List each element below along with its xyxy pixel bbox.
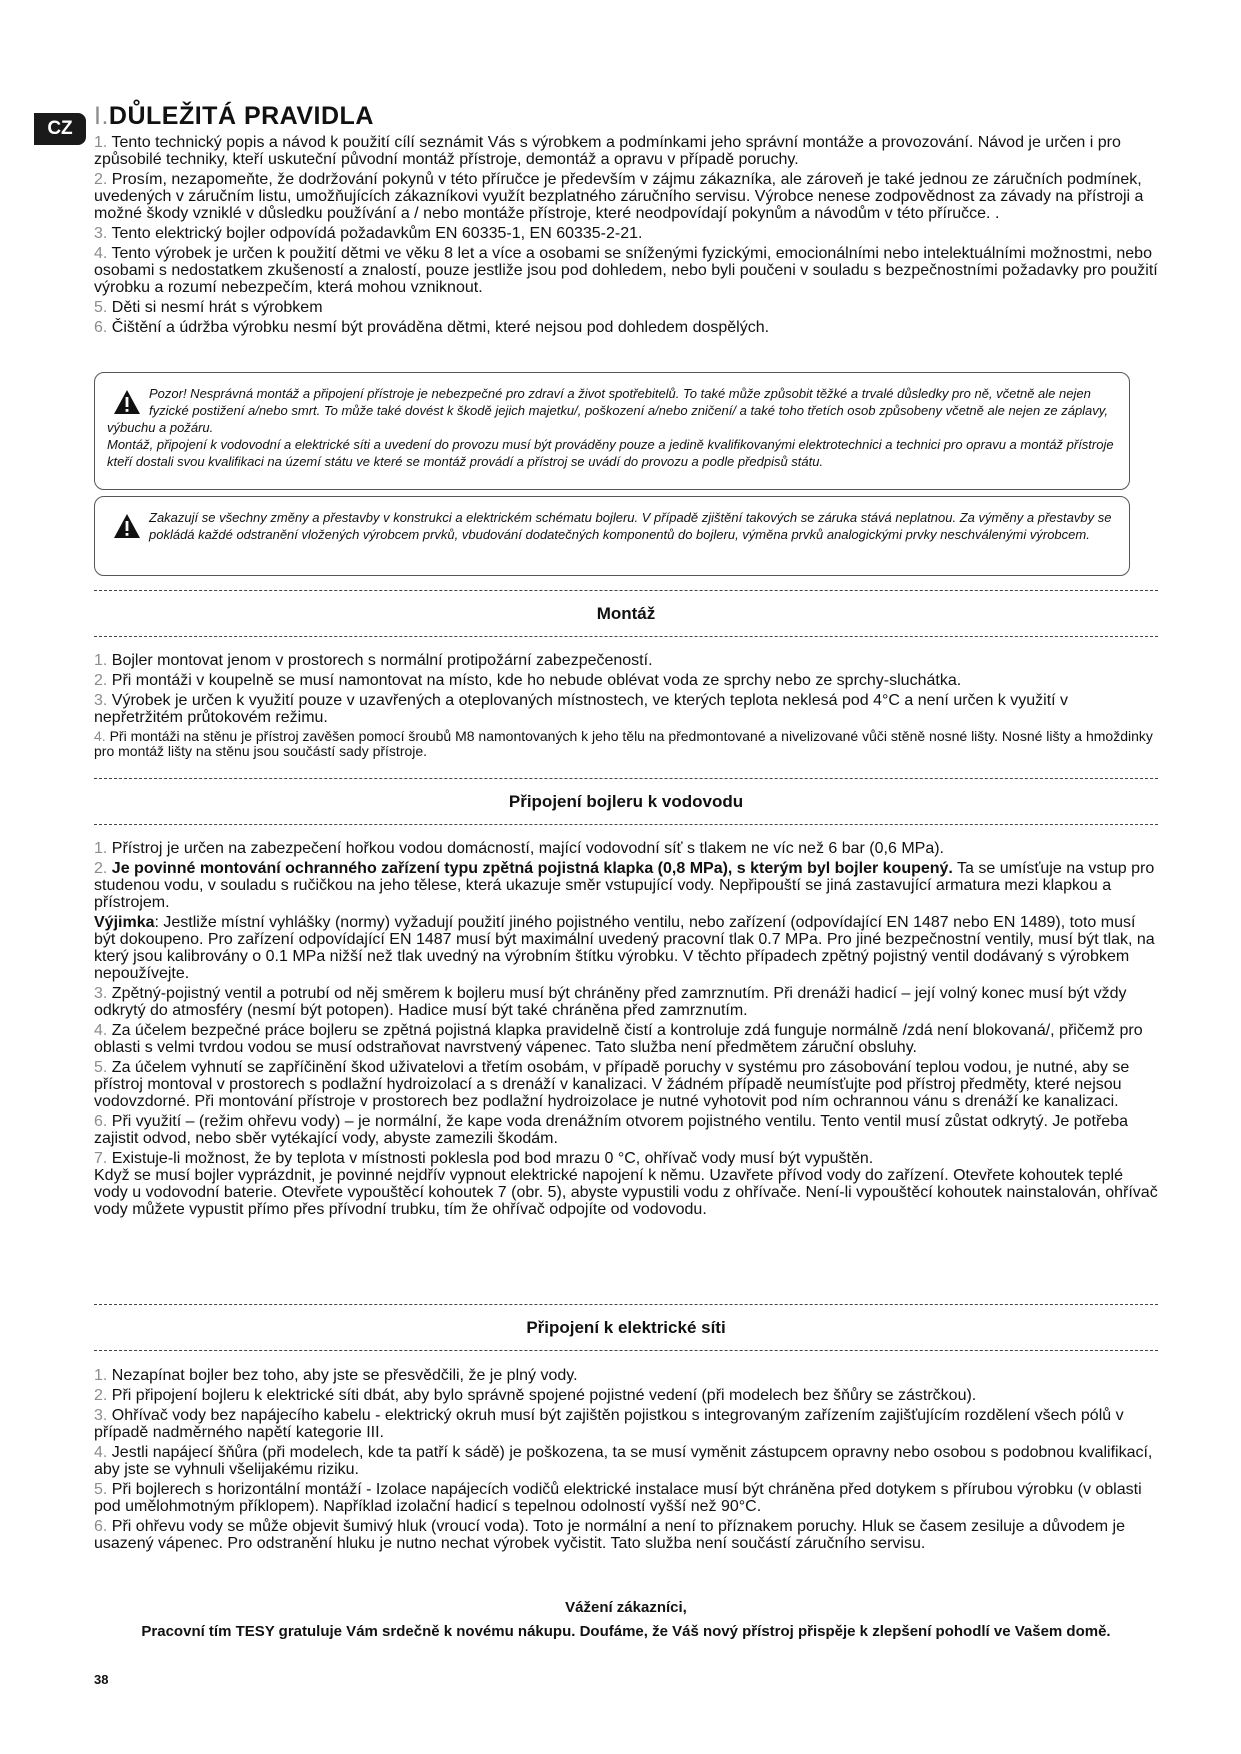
list-item: 2. Je povinné montování ochranného zařízení typu zpětná pojistná klapka (0,8 MPa), s kterým byl bojler koupený. Ta se umísťuje na vstup pro studenou vodu, v souladu s ručičkou na jeho tělese, která ukazuje směr vstupující vody. Nepřipouští se jiná zastavující armatura mezi klapkou a přístrojem. bbox=[94, 860, 1155, 911]
section-title-montaz: Montáž bbox=[596, 604, 656, 623]
divider bbox=[94, 824, 1158, 825]
list-item: 3. Výrobek je určen k využití pouze v uzavřených a oteplovaných místnostech, ve kterých teplota neklesá pod 4°C a není určen k využití v nepřetržitém průtokovém režimu. bbox=[94, 692, 1069, 726]
list-item: 5. Za účelem vyhnutí se zapříčinění škod uživatelovi a třetím osobám, v případě poruchy v systému pro zásobování teplou vodou, je nutné, aby se přístroj montoval v prostorech s podlažní hydroizolací a s drenáží v kanalizaci. V žádném případě neumísťujte pod přístroj předměty, které nejsou vodovzdorné. Při montování přístroje v prostorech bez podlažní hydroizolace je nutné vyhotovit pod ním ochrannou vánu s drenáží ke kanalizaci. bbox=[94, 1059, 1130, 1110]
exception-note: Výjimka: Jestliže místní vyhlášky (normy) vyžadují použití jiného pojistného ventilu, nebo zařízení (odpovídající EN 1487 nebo EN 1489), toto musí být dokoupeno. Pro zařízení odpovídající EN 1487 musí být maximální uvedený pracovní tlak 0.7 MPa. Pro jiné bezpečnostní ventily, musí být tlak, na který jsou kalibrovány o 0.1 MPa nižší než tlak uvedný na výrobním štítku výrobku. V těchto případech zpětný pojistný ventil dodávaný s výrobkem nepoužívejte. bbox=[94, 914, 1155, 982]
language-badge: CZ bbox=[34, 113, 86, 145]
list-item: 6. Při využití – (režim ohřevu vody) – je normální, že kape voda drenážním otvorem pojistného ventilu. Tento ventil musí zůstat odkrytý. Je potřeba zajistit odvod, nebo sběr vytékající vody, abyste zamezili škodám. bbox=[94, 1113, 1128, 1147]
divider bbox=[94, 590, 1158, 591]
list-item: 1. Bojler montovat jenom v prostorech s normální protipožární zabezpečeností. bbox=[94, 652, 653, 669]
title-number: I. bbox=[94, 102, 109, 130]
list-item: 3. Zpětný-pojistný ventil a potrubí od něj směrem k bojleru musí být chráněny před zamrznutím. Při drenáži hadicí – její volný konec musí být vždy odkrytý do atmosféry (nesmí být potopen). Hadice musí být také chráněna před zamrznutím. bbox=[94, 985, 1127, 1019]
warning-box-installation bbox=[94, 372, 1130, 490]
drain-instructions: Když se musí bojler vyprázdnit, je povinné nejdřív vypnout elektrické napojení k němu. Uzavřete přívod vody do zařízení. Otevřete kohoutek teplé vody u vodovodní baterie. Otevřete vypouštěcí kohoutek 7 (obr. 5), abyste vypustili vodu z ohřívače. Není-li vypouštěcí kohoutek nainstalován, ohřívač vody můžete vypustit přímo přes přívodní trubku, tím že ohřívač odpojíte od vodovodu. bbox=[94, 1167, 1158, 1218]
rule-item: 2. Prosím, nezapomeňte, že dodržování pokynů v této příručce je především v zájmu zákazníka, ale zároveň je také jednou ze záručních podmínek, uvedených v záručním listu, umožňujících zákazníkovi využít bezplatného záručního servisu. Výrobce nenese zodpovědnost za závady na přístroji a možné škody vzniklé v důsledku používání a / nebo montáže přístroje, které neodpovídají pokynům a návodům v této příručce. . bbox=[94, 171, 1144, 222]
list-item: 4. Za účelem bezpečné práce bojleru se zpětná pojistná klapka pravidelně čistí a kontroluje zdá funguje normálně /zdá není blokovaná/, přičemž pro oblasti s velmi tvrdou vodou se musí odstraňovat navrstvený vápenec. Tato služba není předmětem záruční obsluhy. bbox=[94, 1022, 1143, 1056]
list-item: 2. Při montáži v koupelně se musí namontovat na místo, kde ho nebude oblévat voda ze sprchy nebo ze sprchy-sluchátka. bbox=[94, 672, 962, 689]
footer-greeting: Vážení zákazníci, bbox=[565, 1599, 687, 1616]
rule-item: 3. Tento elektrický bojler odpovídá požadavkům EN 60335-1, EN 60335-2-21. bbox=[94, 225, 643, 242]
rule-item: 1. Tento technický popis a návod k použití cílí seznámit Vás s výrobkem a podmínkami jeho správní montáže a provozování. Návod je určen i pro způsobilé techniky, kteří uskuteční původní montáž přístroje, demontáž a opravu v případě poruchy. bbox=[94, 134, 1121, 168]
warning-text: Pozor! Nesprávná montáž a připojení přístroje je nebezpečné pro zdraví a život spotřebitelů. To také může způsobit těžké a trvalé důsledky pro ně, včetně ale nejen fyzické postižení a/nebo smrt. To může také dovést k škodě jejich majetku/, poškození a/nebo zničení/ a také toho třetích osob způsobeny včetně ale nejen ze záplavy, výbuchu a požáru. bbox=[107, 386, 1108, 435]
rule-item: 6. Čištění a údržba výrobku nesmí být prováděna dětmi, které nejsou pod dohledem dospělých. bbox=[94, 319, 770, 336]
list-item: 2. Při připojení bojleru k elektrické síti dbát, aby bylo správně spojené pojistné vedení (při modelech bez šňůry se zástrčkou). bbox=[94, 1387, 977, 1404]
list-item: 4. Jestli napájecí šňůra (při modelech, kde ta patří k sádě) je poškozena, ta se musí vyměnit zástupcem opravny nebo osobou s podobnou kvalifikací, aby jste se vyhnuli všelijakému riziku. bbox=[94, 1444, 1153, 1478]
divider bbox=[94, 1350, 1158, 1351]
section-title-elektrika: Připojení k elektrické síti bbox=[526, 1318, 726, 1337]
list-item: 3. Ohřívač vody bez napájecího kabelu - elektrický okruh musí být zajištěn pojistkou s integrovaným zařízením zajišťujícím rozdělení všech pólů v případě nadměrného napětí kategorie III. bbox=[94, 1407, 1124, 1441]
list-item: 1. Nezapínat bojler bez toho, aby jste se přesvědčili, že je plný vody. bbox=[94, 1367, 578, 1384]
divider bbox=[94, 1304, 1158, 1305]
list-item: 1. Přístroj je určen na zabezpečení hořkou vodou domácností, mající vodovodní síť s tlakem ne víc než 6 bar (0,6 MPa). bbox=[94, 840, 944, 857]
list-item: 7. Existuje-li možnost, že by teplota v místnosti poklesla pod bod mrazu 0 °C, ohřívač vody musí být vypuštěn. bbox=[94, 1150, 874, 1167]
list-item: 6. Při ohřevu vody se může objevit šumivý hluk (vroucí voda). Toto je normální a není to příznakem poruchy. Hluk se časem zesiluje a důvodem je usazený vápenec. Pro odstranění hluku je nutno nechat výrobek vyčistit. Tato služba není součástí záručního servisu. bbox=[94, 1518, 1126, 1552]
rule-item: 4. Tento výrobek je určen k použití dětmi ve věku 8 let a více a osobami se sníženými fyzickými, emocionálními nebo intelektuálními možnostmi, nebo osobami s nedostatkem zkušeností a znalostí, pouze jestliže jsou pod dohledem, nebo byli poučeni v souladu s bezpečnostními požadavky pro použití výrobku a rozumí nebezpečím, která mohou vzniknout. bbox=[94, 245, 1158, 296]
section-title-voda: Připojení bojleru k vodovodu bbox=[508, 792, 744, 811]
voda-list bbox=[94, 840, 1158, 1221]
divider bbox=[94, 778, 1158, 779]
list-item: 5. Při bojlerech s horizontální montáží - Izolace napájecích vodičů elektrické instalace musí být chráněna před dotykem s přírubou výrobku (v oblasti pod umělohmotným příklopem). Například izolační hadicí s tepelnou odolností vyšší než 90°C. bbox=[94, 1481, 1142, 1515]
page-title bbox=[94, 102, 374, 131]
divider bbox=[94, 636, 1158, 637]
page-number: 38 bbox=[94, 1672, 109, 1687]
footer-message: Pracovní tím TESY gratuluje Vám srdečně k novému nákupu. Doufáme, že Váš nový přístroj přispěje k zlepšení pohodlí ve Vašem domě. bbox=[141, 1623, 1111, 1640]
warning-box-modifications bbox=[94, 496, 1130, 576]
warning-text: Zakazují se všechny změny a přestavby v konstrukci a elektrickém schématu bojleru. V případě zjištění takových se záruka stává neplatnou. Za výměny a přestavby se pokládá každé odstranění vložených výrobcem prvků, vbudování dodatečných komponentů do bojleru, výměna prvků analogickými prvky neschválenými výrobcem. bbox=[149, 510, 1112, 542]
warning-text: Montáž, připojení k vodovodní a elektrické síti a uvedení do provozu musí být prováděny pouze a jedině kvalifikovanými elektrotechnici a technici pro opravu a montáž přístroje kteří dostali svou kvalifikaci na území státu ve které se montáž provádí a přístroj se uvádí do provozu a podle předpisů státu. bbox=[107, 437, 1114, 469]
montaz-list bbox=[94, 652, 1158, 762]
title-text: DŮLEŽITÁ PRAVIDLA bbox=[108, 102, 374, 130]
rules-list bbox=[94, 134, 1158, 339]
list-item: 4. Při montáži na stěnu je přístroj zavěšen pomocí šroubů M8 namontovaných k jeho tělu na předmontované a nivelizované vůči stěně nosné lišty. Nosné lišty a hmoždinky pro montáž lišty na stěnu jsou součástí sady přístroje. bbox=[94, 728, 1153, 759]
elektrika-list bbox=[94, 1367, 1158, 1555]
rule-item: 5. Děti si nesmí hrát s výrobkem bbox=[94, 299, 323, 316]
warning-icon bbox=[113, 513, 141, 539]
warning-icon bbox=[113, 389, 141, 415]
